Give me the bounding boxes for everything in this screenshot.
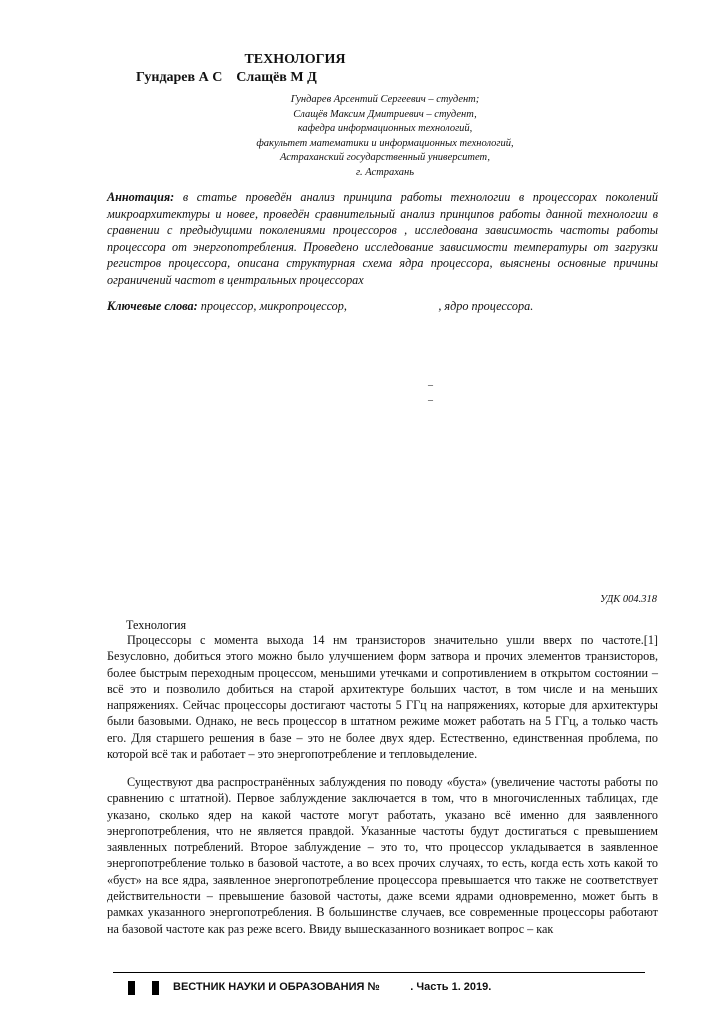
affiliation-line: факультет математики и информационных технологий, — [256, 137, 514, 149]
body-paragraph: Существуют два распространённых заблуждения по поводу «буста» (увеличение частоты работы по сравнению с штатной). Первое заблуждение заключается в том, что в многочисленных таблицах, где указано, сколько ядер на какой частоте могут работать, указано всё именно для заявленного энергопотребления, что не является правдой. Указанные частоты будут достигаться с превышением заявленных потреблений. Второе заблуждение – это то, что процессор укладывается в заявленное энергопотребление только в базовой частоте, а во всех прочих случаях, то есть, когда есть хоть какой то «буст» на все ядра, заявленное энергопотребление процессора превышается что также не соответствует действительности – превышение базовой частоты, даже всеми ядрами одновременно, может быть в рамках указанного энергопотребления. В большинстве случаев, все современные процессоры работают на базовой частоте как раз реже всего. Ввиду вышесказанного возникает вопрос – как — [107, 775, 658, 936]
body-paragraph: Процессоры с момента выхода 14 нм транзисторов значительно ушли вверх по частоте.[1] Безусловно, добиться этого можно было улучшением форм затвора и прочих элементов транзисторов, более быстрым переходным процессом, меньшими утечками и сопротивлением в открытом состоянии – всё это и позволило добиться на старой архитектуре больших частот, в том числе и на меньших напряжениях. Сейчас процессоры достигают частоты 5 ГГц на напряжениях, которые для архитектуры были базовыми. Однако, не весь процессор в штатном режиме может работать на 5 ГГц, а только часть его. Для старшего решения в базе – это не более двух ядер. Естественно, единственная проблема, по которой всё так и работает – это энергопотребление и тепловыделение. — [107, 633, 658, 762]
affiliation-line: Слащёв Максим Дмитриевич – студент, — [293, 108, 477, 120]
keywords-label: Ключевые слова: — [107, 299, 198, 313]
abstract-label: Аннотация: — [107, 190, 175, 204]
dash-mark: – — [428, 395, 433, 406]
keywords — [107, 298, 667, 314]
journal-footer: ВЕСТНИК НАУКИ И ОБРАЗОВАНИЯ № . Часть 1. 2019. — [173, 981, 492, 993]
affiliation-line: г. Астрахань — [356, 166, 414, 178]
abstract-text: в статье проведён анализ принципа работы технологии в процессорах поколений микроархитектуры и новее, проведён сравнительный анализ принципов работы данной технологии в сравнении с предыдущими поколениями процессоров , исследована зависимость частоты работы процессора от энергопотребления. Проведено исследование зависимости температуры от загрузки регистров процессора, описана структурная схема ядра процессора, выяснены основные причины ограничений частот в центральных процессорах — [107, 190, 658, 287]
affiliation-line: кафедра информационных технологий, — [297, 123, 473, 135]
abstract — [107, 189, 658, 289]
article-authors: Гундарев А С Слащёв М Д — [136, 70, 317, 85]
footer-square-icon — [128, 981, 135, 995]
udk-code: УДК 004.318 — [599, 594, 657, 605]
article-title: ТЕХНОЛОГИЯ — [244, 52, 346, 67]
affiliation-line: Астраханский государственный университет, — [280, 152, 490, 164]
affiliations-block — [180, 93, 590, 181]
footer-divider — [113, 972, 645, 973]
section-title: Технология — [126, 618, 187, 632]
keywords-text: процессор, микропроцессор, , ядро процессора. — [197, 299, 534, 313]
affiliation-line: Гундарев Арсентий Сергеевич – студент; — [290, 94, 480, 105]
dash-mark: – — [428, 380, 433, 391]
footer-square-icon — [152, 981, 159, 995]
